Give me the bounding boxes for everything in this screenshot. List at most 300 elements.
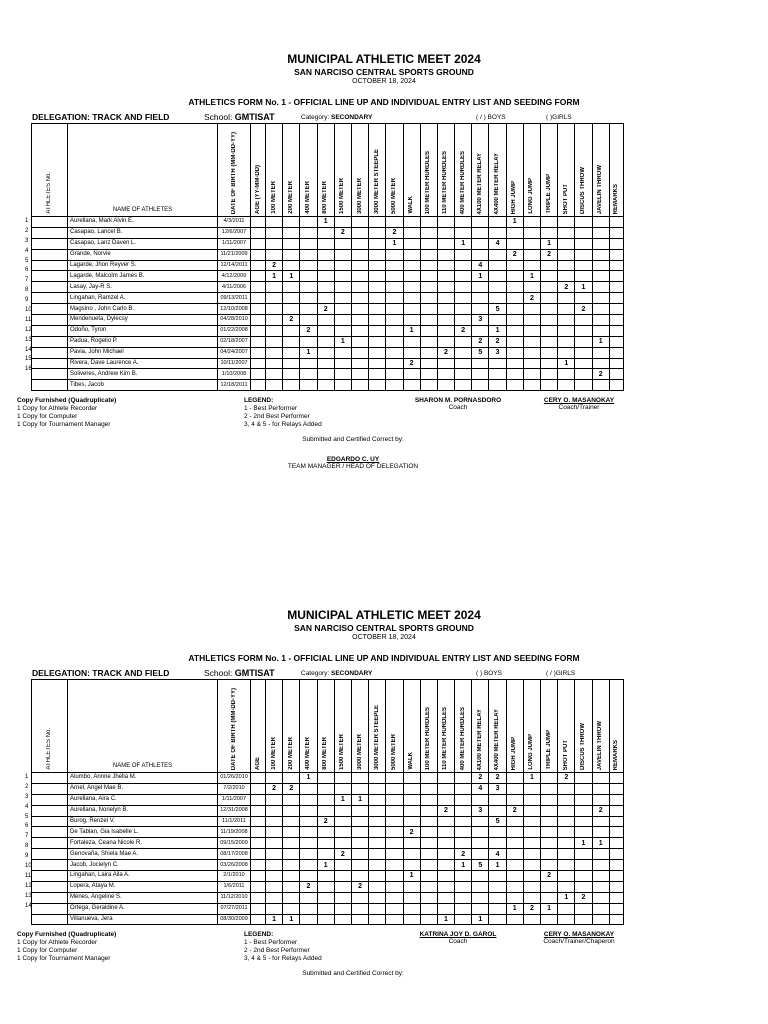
event-cell [317,838,334,849]
event-cell [283,260,300,271]
event-cell [592,282,609,293]
event-cell [541,816,558,827]
header-name-text: NAME OF ATHLETES [112,763,173,769]
header-event [523,680,540,773]
event-cell [489,892,506,903]
event-cell [334,860,351,871]
event-cell [455,304,472,315]
event-cell [300,358,317,369]
event-cell [369,260,386,271]
event-cell [455,336,472,347]
athlete-name: Grande, Norvie [68,249,218,260]
event-cell [266,903,283,914]
header-athlete-no [32,124,68,217]
event-cell [609,783,623,794]
meet-venue: SAN NARCISO CENTRAL SPORTS GROUND [294,67,474,77]
header-event [386,680,403,773]
athlete-dob: 12/6/2007 [218,227,251,238]
event-cell [266,849,283,860]
event-cell [523,238,540,249]
event-cell [609,849,623,860]
header-event-text: TRIPLE JUMP [545,730,552,770]
event-cell: 2 [489,773,506,784]
delegation-label: DELEGATION: TRACK AND FIELD [32,668,170,678]
event-cell [283,304,300,315]
manager-signature [0,456,706,470]
event-cell [575,773,592,784]
header-event [386,124,403,217]
header-event-text: 4X100 METER RELAY [476,708,483,770]
header-event [403,124,420,217]
event-cell: 1 [523,271,540,282]
event-cell: 1 [575,838,592,849]
event-cell [369,315,386,326]
event-cell [455,881,472,892]
legend-line: 3, 4 & 5 - for Relays Added [244,955,322,963]
event-cell [403,794,420,805]
event-cell [437,260,454,271]
row-number: 1 [25,218,29,224]
athlete-name: Alumbo, Annne Jhella M. [68,773,218,784]
event-cell [523,282,540,293]
event-cell: 2 [455,849,472,860]
event-cell [455,816,472,827]
table-row [32,805,624,816]
header-event-wrap [507,124,523,216]
event-cell [334,903,351,914]
event-cell [403,816,420,827]
athlete-dob: 12/14/2011 [218,260,251,271]
event-cell [437,816,454,827]
event-cell [334,914,351,925]
event-cell [403,260,420,271]
header-athlete-no [32,680,68,773]
athlete-age [251,293,266,304]
event-cell [472,881,489,892]
row-number: 2 [25,783,29,790]
header-event-text: JAVELIN THROW [597,720,604,770]
header-event-wrap [541,680,557,772]
event-cell [420,860,437,871]
event-cell [523,871,540,882]
event-cell [403,217,420,228]
event-cell [334,816,351,827]
athlete-age [251,816,266,827]
event-cell [437,336,454,347]
event-cell [489,271,506,282]
header-event-wrap [507,680,523,772]
event-cell [489,293,506,304]
event-cell [455,380,472,391]
header-event-wrap [524,680,540,772]
event-cell [334,369,351,380]
header-event-text: 5000 METER [390,733,397,770]
meet-title: MUNICIPAL ATHLETIC MEET 2024 [287,52,481,66]
event-cell [609,881,623,892]
event-cell [386,315,403,326]
header-event-wrap [266,680,282,772]
event-cell [420,369,437,380]
event-cell [386,914,403,925]
event-cell [351,217,368,228]
athlete-name: Ortega, Geraldine A. [68,903,218,914]
event-cell [386,217,403,228]
header-event [523,124,540,217]
athlete-no-cell [32,903,68,914]
event-cell [523,805,540,816]
legend [244,397,322,429]
row-number: 10 [25,863,32,870]
event-cell [420,892,437,903]
event-cell [351,369,368,380]
girls-marker: ( / )GIRLS [546,670,576,677]
event-cell [420,881,437,892]
header-event-text: 3000 METER STEEPLE [373,148,380,214]
event-cell: 1 [455,238,472,249]
event-cell [300,238,317,249]
athlete-dob: 01/22/2008 [218,325,251,336]
row-number-column [25,772,32,910]
event-cell [609,816,623,827]
header-event-wrap [472,680,488,772]
event-cell [558,304,575,315]
event-cell [592,249,609,260]
event-cell [455,827,472,838]
event-cell: 2 [455,325,472,336]
event-cell [351,282,368,293]
row-number-column [25,216,32,374]
event-cell [351,805,368,816]
athlete-dob: 1/11/2007 [218,238,251,249]
event-cell [300,293,317,304]
event-cell [300,217,317,228]
header-event-text: HIGH JUMP [511,736,518,770]
event-cell [283,849,300,860]
athlete-age [251,227,266,238]
event-cell [317,773,334,784]
event-cell [386,369,403,380]
athlete-name: Lingahan, Ramzel A. [68,293,218,304]
event-cell: 1 [558,358,575,369]
event-cell [266,293,283,304]
header-event-wrap [335,680,351,772]
event-cell: 2 [300,325,317,336]
athlete-no-cell [32,892,68,903]
copy-line: 1 Copy for Tournament Manager [17,420,111,428]
event-cell [592,914,609,925]
athlete-no-cell [32,380,68,391]
event-cell [420,336,437,347]
event-cell [334,238,351,249]
event-cell [317,849,334,860]
athlete-age [251,903,266,914]
athlete-dob: 01/26/2010 [218,773,251,784]
table-row [32,260,624,271]
header-dob-text: DATE OF BIRTH (MM-DD-YY) [230,131,237,214]
header-event [575,124,592,217]
event-cell [351,227,368,238]
athlete-age [251,827,266,838]
header-event-text: 5000 METER [390,177,397,214]
athlete-name: Casapao, Lancel B. [68,227,218,238]
athlete-dob: 12/31/2008 [218,805,251,816]
header-event [317,680,334,773]
event-cell [455,227,472,238]
event-cell: 2 [283,315,300,326]
event-cell: 1 [266,914,283,925]
athlete-age [251,860,266,871]
event-cell [334,282,351,293]
athlete-age [251,773,266,784]
event-cell [575,249,592,260]
header-event-wrap [318,680,334,772]
event-cell: 4 [489,849,506,860]
athlete-no-cell [32,827,68,838]
row-number: 4 [25,803,29,810]
event-cell [558,914,575,925]
event-cell [351,325,368,336]
table-row [32,293,624,304]
table-header-row [32,124,624,217]
event-cell [266,794,283,805]
row-number: 14 [25,346,32,353]
event-cell [386,838,403,849]
header-athlete-no-wrap [32,680,67,772]
header-event-wrap [558,680,574,772]
header-event-wrap [541,124,557,216]
athlete-no-cell [32,358,68,369]
athlete-table [31,123,624,391]
table-row [32,282,624,293]
event-cell [334,271,351,282]
event-cell [437,783,454,794]
event-cell [558,816,575,827]
event-cell [266,336,283,347]
event-cell [489,380,506,391]
header-event-wrap [404,680,420,772]
event-cell [317,805,334,816]
legend [244,931,322,963]
event-cell [317,881,334,892]
header-event [403,680,420,773]
event-cell [300,914,317,925]
event-cell [386,903,403,914]
event-cell [506,358,523,369]
event-cell [403,805,420,816]
event-cell [558,217,575,228]
event-cell [283,827,300,838]
header-event-wrap [575,680,591,772]
event-cell [489,282,506,293]
event-cell [541,860,558,871]
event-cell: 2 [592,369,609,380]
athlete-name: Arnel, Angel Mae B. [68,783,218,794]
meet-date: OCTOBER 18, 2024 [352,78,416,85]
event-cell [437,271,454,282]
event-cell [266,860,283,871]
event-cell [283,860,300,871]
table-row [32,914,624,925]
event-cell [609,892,623,903]
event-cell [317,325,334,336]
event-cell [300,227,317,238]
header-event-text: 100 METER [270,737,277,770]
athlete-dob: 11/19/2008 [218,827,251,838]
event-cell [317,271,334,282]
meet-date: OCTOBER 18, 2024 [352,634,416,641]
row-number: 12 [25,326,32,333]
event-cell [455,892,472,903]
athlete-age [251,325,266,336]
header-event-text: 400 METER HURDLES [459,706,466,770]
event-cell [455,358,472,369]
event-cell [523,347,540,358]
row-number: 4 [25,247,29,254]
event-cell [472,304,489,315]
event-cell [575,369,592,380]
header-event-wrap [524,124,540,216]
event-cell [334,380,351,391]
event-cell [266,881,283,892]
header-event-wrap [352,680,368,772]
event-cell: 2 [334,227,351,238]
event-cell [369,358,386,369]
event-cell [266,838,283,849]
event-cell [558,903,575,914]
trainer-role: Coach/Trainer [558,403,600,411]
event-cell [575,238,592,249]
table-row [32,358,624,369]
event-cell [403,838,420,849]
header-event [420,680,437,773]
table-row [32,783,624,794]
athlete-name: Tibes, Jacob [68,380,218,391]
event-cell [283,369,300,380]
event-cell: 2 [558,282,575,293]
header-event-text: 3000 METER [356,177,363,214]
event-cell [266,892,283,903]
row-number: 9 [25,297,29,304]
delegation-label: DELEGATION: TRACK AND FIELD [32,112,170,122]
event-cell [351,816,368,827]
event-cell: 1 [300,347,317,358]
athlete-name: Aurellana, Mark Alvin E. [68,217,218,228]
copy-line: 1 Copy for Tournament Manager [17,955,111,963]
event-cell [300,805,317,816]
athlete-dob: 11/21/2009 [218,249,251,260]
athlete-name: Magsino , John Carlo B. [68,304,218,315]
form-title: ATHLETICS FORM No. 1 - OFFICIAL LINE UP AND INDIVIDUAL ENTRY LIST AND SEEDING FORM [188,653,580,663]
event-cell [558,293,575,304]
manager-name: EDGARDO C. UY [326,455,380,463]
event-cell [334,315,351,326]
event-cell [317,827,334,838]
event-cell [317,914,334,925]
manager-role: TEAM MANAGER / HEAD OF DELEGATION [287,462,419,470]
header-event-text: DISCUS THROW [579,723,586,770]
event-cell: 2 [317,816,334,827]
row-number: 16 [25,366,32,373]
event-cell: 1 [489,325,506,336]
event-cell [558,794,575,805]
event-cell [317,794,334,805]
event-cell [489,227,506,238]
event-cell [609,304,623,315]
table-row [32,380,624,391]
event-cell [369,347,386,358]
event-cell [506,881,523,892]
event-cell [592,304,609,315]
header-event-text: 4X100 METER RELAY [476,152,483,214]
event-cell [558,783,575,794]
event-cell [351,358,368,369]
event-cell [317,783,334,794]
header-event [472,124,489,217]
event-cell [283,805,300,816]
athlete-age [251,369,266,380]
event-cell [283,293,300,304]
event-cell [317,238,334,249]
event-cell [506,860,523,871]
event-cell [437,892,454,903]
event-cell [489,260,506,271]
event-cell [283,325,300,336]
legend-line: 1 - Best Performer [244,404,298,412]
row-number: 5 [25,257,29,264]
header-event-wrap [352,124,368,216]
event-cell [558,881,575,892]
event-cell: 1 [489,860,506,871]
athlete-name: De Tablan, Gia Isabelle L. [68,827,218,838]
event-cell [300,827,317,838]
event-cell [266,816,283,827]
athlete-no-cell [32,369,68,380]
athlete-dob: 2/1/2010 [218,871,251,882]
header-event [369,680,386,773]
event-cell [420,315,437,326]
boys-marker: ( / ) BOYS [476,114,506,121]
event-cell [420,347,437,358]
category-label: Category: [301,114,330,121]
row-number: 6 [25,267,29,274]
event-cell [489,217,506,228]
table-row [32,827,624,838]
event-cell [300,260,317,271]
event-cell [403,369,420,380]
header-event-text: 400 METER [304,737,311,770]
header-event-text: 800 METER [322,737,329,770]
event-cell [420,260,437,271]
event-cell [266,249,283,260]
category-value: SECONDARY [331,114,373,121]
event-cell [283,881,300,892]
athlete-name: Casapao, Lanz Daven L. [68,238,218,249]
header-event-wrap [575,124,591,216]
event-cell [523,369,540,380]
event-cell [472,827,489,838]
event-cell [266,358,283,369]
athlete-table [31,679,624,925]
row-number: 7 [25,833,29,840]
athlete-dob: 03/26/2008 [218,860,251,871]
copy-line: Copy Furnished (Quadruplicate) [17,931,117,939]
event-cell [369,783,386,794]
event-cell [455,773,472,784]
athlete-dob: 12/10/2008 [218,304,251,315]
event-cell [455,347,472,358]
event-cell [369,336,386,347]
coach-signature [400,931,516,945]
